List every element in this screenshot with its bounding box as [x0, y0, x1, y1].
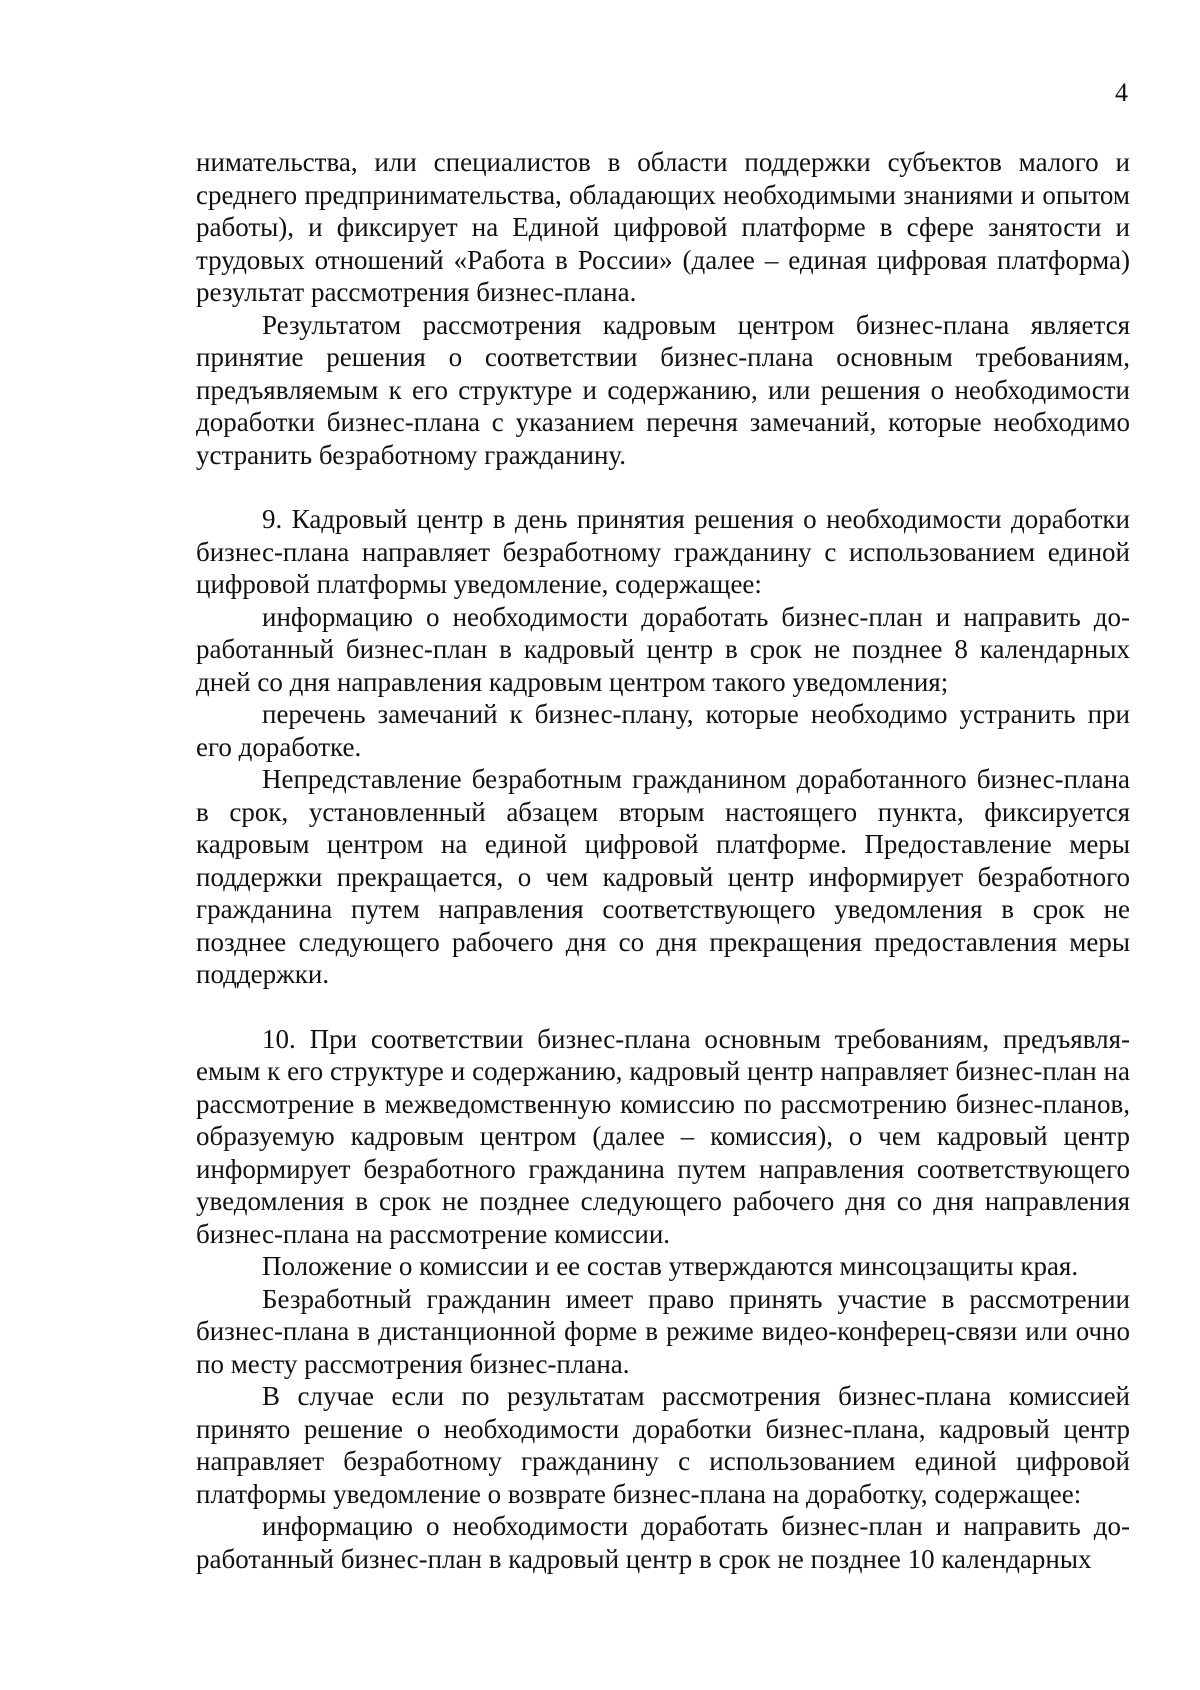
- page-number: 4: [1115, 78, 1128, 107]
- document-body: [196, 146, 1130, 1575]
- paragraph-item-10: 10. При соответствии бизнес-плана основным требованиям, предъявляемым к его структуре и содержанию, кадровый центр направляет бизнес-план на рассмотрение в межведомственную комиссию по рассмотрению бизнес-планов, образуемую кадровым центром (далее – комиссия), о чем кадровый центр информирует безработного гражданина путем направления соответствующего уведомления в срок не позднее следующего рабочего дня со дня направления бизнес-плана на рассмотрение комиссии.: [196, 1023, 1130, 1249]
- paragraph-item-9-nonsubmission: Непредставление безработным гражданином доработанного бизнес-плана в срок, установленный абзацем вторым настоящего пункта, фиксируется кадровым центром на единой цифровой платформе. Предоставление меры поддержки прекращается, о чем кадровый центр информирует безработного гражданина путем направления соответствующего уведомления в срок не позднее следующего рабочего дня со дня прекращения предоставления меры поддержки.: [196, 764, 1130, 989]
- paragraph-item-9-remarks: перечень замечаний к бизнес-плану, которые необходимо устранить при его доработке.: [196, 699, 1130, 762]
- paragraph-participation-right: Безработный гражданин имеет право принять участие в рассмотрении бизнес-плана в дистанционной форме в режиме видео-конферец-связи или очно по месту рассмотрения бизнес-плана.: [196, 1283, 1130, 1379]
- paragraph-commission-regulation: Положение о комиссии и ее состав утверждаются минсоцзащиты края.: [262, 1251, 1079, 1281]
- paragraph-rework-info: информацию о необходимости доработать бизнес-план и направить доработанный бизнес-план в кадровый центр в срок не позднее 10 календарных: [196, 1511, 1130, 1574]
- paragraph-review-result: Результатом рассмотрения кадровым центром бизнес-плана является принятие решения о соответствии бизнес-плана основным требованиям, предъявляемым к его структуре и содержанию, или решения о необходимости доработки бизнес-плана с указанием перечня замечаний, которые необходимо устранить безработному гражданину.: [196, 309, 1130, 470]
- paragraph-rework-decision: В случае если по результатам рассмотрения бизнес-плана комиссией принято решение о необходимости доработки бизнес-плана, кадровый центр направляет безработному гражданину с использованием единой цифровой платформы уведомление о возврате бизнес-плана на доработку, содержащее:: [196, 1381, 1130, 1509]
- paragraph-continuation: нимательства, или специалистов в области поддержки субъектов малого и среднего предпринимательства, обладающих необходимыми знаниями и опытом работы), и фиксирует на Единой цифровой платформе в сфере занятости и трудовых отношений «Работа в России» (далее – единая цифровая платформа) результат рассмотрения бизнес-плана.: [196, 147, 1130, 307]
- paragraph-item-9-info: информацию о необходимости доработать бизнес-план и направить доработанный бизнес-план в кадровый центр в срок не позднее 8 календарных дней со дня направления кадровым центром такого уведомления;: [196, 601, 1130, 697]
- paragraph-item-9: 9. Кадровый центр в день принятия решения о необходимости доработки бизнес-плана направляет безработному гражданину с использованием единой цифровой платформы уведомление, содержащее:: [196, 504, 1130, 599]
